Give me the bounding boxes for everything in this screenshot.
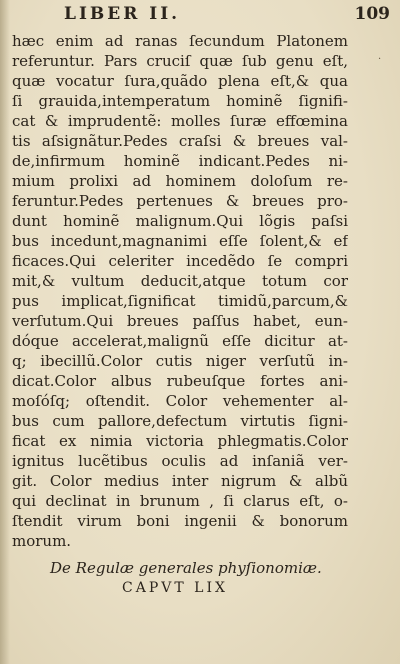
margin-mark: ·: [378, 54, 382, 65]
text-line: cat & imprudentẽ: molles ſuræ effœmina: [12, 112, 348, 130]
text-line: hæc enim ad ranas ſecundum Platonem: [12, 32, 348, 50]
text-line: mium prolixi ad hominem doloſum re-: [12, 172, 348, 190]
text-line: bus cum pallore,defectum virtutis ſigni-: [12, 412, 348, 430]
text-line: ignitus lucẽtibus oculis ad inſaniã ver-: [12, 452, 348, 470]
text-line: git. Color medius inter nigrum & albũ: [12, 472, 348, 490]
page-header: [64, 4, 390, 28]
text-line: ſtendit virum boni ingenii & bonorum: [12, 512, 348, 530]
page-gutter-shadow: [0, 0, 10, 664]
text-line: verſutum.Qui breues paſſus habet, eun-: [12, 312, 348, 330]
text-line: dunt hominẽ malignum.Qui lõgis paſsi: [12, 212, 348, 230]
chapter-heading: CAPVT LIX: [122, 580, 228, 596]
text-line: ſi grauida,intemperatum hominẽ ſignifi-: [12, 92, 348, 110]
text-line: mit,& vultum deducit,atque totum cor: [12, 272, 348, 290]
text-line: pus implicat,ſignificat timidũ,parcum,&: [12, 292, 348, 310]
text-line: ficat ex nimia victoria phlegmatis.Color: [12, 432, 348, 450]
text-line: q; ibecillũ.Color cutis niger verſutũ in-: [12, 352, 348, 370]
text-line: quæ vocatur ſura,quãdo plena eſt,& qua: [12, 72, 348, 90]
text-line: tis aſsignãtur.Pedes craſsi & breues val-: [12, 132, 348, 150]
body-text: [12, 31, 348, 551]
text-line: de,infirmum hominẽ indicant.Pedes ni-: [12, 152, 348, 170]
text-line: moſóſq; oſtendit. Color vehementer al-: [12, 392, 348, 410]
text-line: morum.: [12, 532, 72, 550]
text-line: feruntur.Pedes pertenues & breues pro-: [12, 192, 348, 210]
text-line: referuntur. Pars cruciſ quæ ſub genu eſt,: [12, 52, 348, 70]
text-line: bus incedunt,magnanimi eſſe ſolent,& ef: [12, 232, 348, 250]
text-line: dóque accelerat,malignũ eſſe dicitur at-: [12, 332, 348, 350]
running-title: LIBER II.: [64, 4, 181, 24]
text-line: qui declinat in brunum , ſi clarus eſt, o-: [12, 492, 348, 510]
text-line: ficaces.Qui celeriter incedẽdo ſe compri: [12, 252, 348, 270]
section-title: De Regulæ generales phyſionomiæ.: [50, 559, 322, 577]
text-line: dicat.Color albus rubeuſque fortes ani-: [12, 372, 348, 390]
page-number: 109: [354, 4, 390, 24]
